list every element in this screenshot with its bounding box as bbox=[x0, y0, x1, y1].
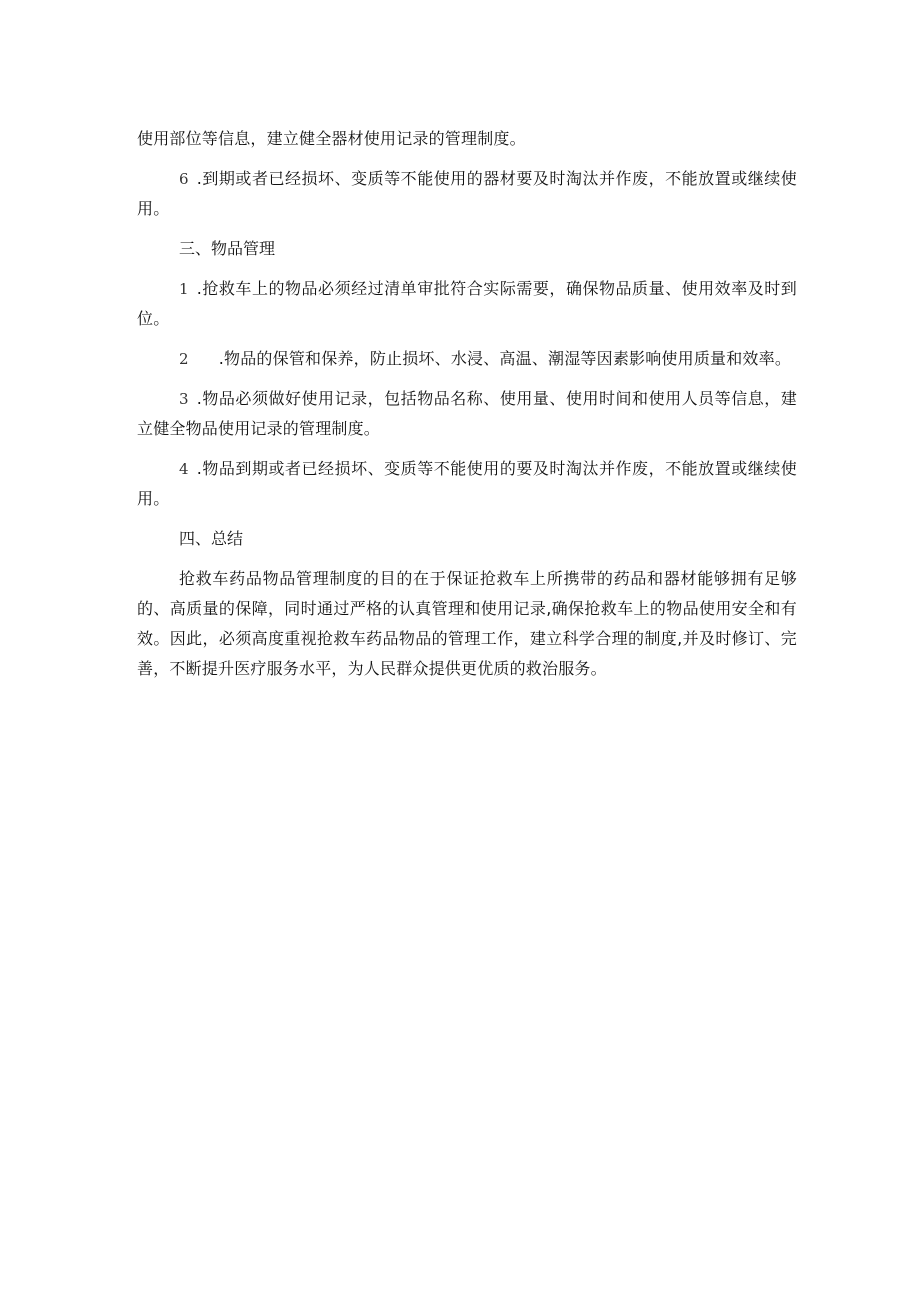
section-heading-4: 四、总结 bbox=[179, 529, 244, 548]
paragraph-continued bbox=[137, 124, 797, 154]
list-item-text: .到期或者已经损坏、变质等不能使用的器材要及时淘汰并作废，不能放置或继续使用。 bbox=[137, 169, 797, 218]
list-item-6 bbox=[137, 164, 797, 224]
section-heading-3: 三、物品管理 bbox=[179, 239, 276, 258]
list-number: 1 bbox=[179, 280, 189, 298]
list-item-text: .物品必须做好使用记录，包括物品名称、使用量、使用时间和使用人员等信息，建立健全物品使用记录的管理制度。 bbox=[137, 389, 797, 438]
summary-paragraph: 抢救车药品物品管理制度的目的在于保证抢救车上所携带的药品和器材能够拥有足够的、高质量的保障，同时通过严格的认真管理和使用记录,确保抢救车上的物品使用安全和有效。因此，必须高度重视抢救车药品物品的管理工作，建立科学合理的制度,并及时修订、完善，不断提升医疗服务水平，为人民群众提供更优质的救治服务。 bbox=[137, 569, 797, 678]
list-item-text: .物品的保管和保养，防止损坏、水浸、高温、潮湿等因素影响使用质量和效率。 bbox=[218, 349, 792, 368]
list-number: 3 bbox=[179, 390, 189, 408]
document-body bbox=[137, 124, 797, 694]
list-item-2 bbox=[137, 344, 797, 374]
list-item-text: .抢救车上的物品必须经过清单审批符合实际需要，确保物品质量、使用效率及时到位。 bbox=[137, 279, 797, 328]
list-item-4 bbox=[137, 454, 797, 514]
list-number: 6 bbox=[179, 170, 189, 188]
list-number: 4 bbox=[179, 460, 189, 478]
list-item-text: .物品到期或者已经损坏、变质等不能使用的要及时淘汰并作废，不能放置或继续使用。 bbox=[137, 459, 797, 508]
paragraph-text: 使用部位等信息，建立健全器材使用记录的管理制度。 bbox=[137, 129, 526, 148]
list-item-1 bbox=[137, 274, 797, 334]
list-item-3 bbox=[137, 384, 797, 444]
list-number: 2 bbox=[179, 350, 189, 368]
